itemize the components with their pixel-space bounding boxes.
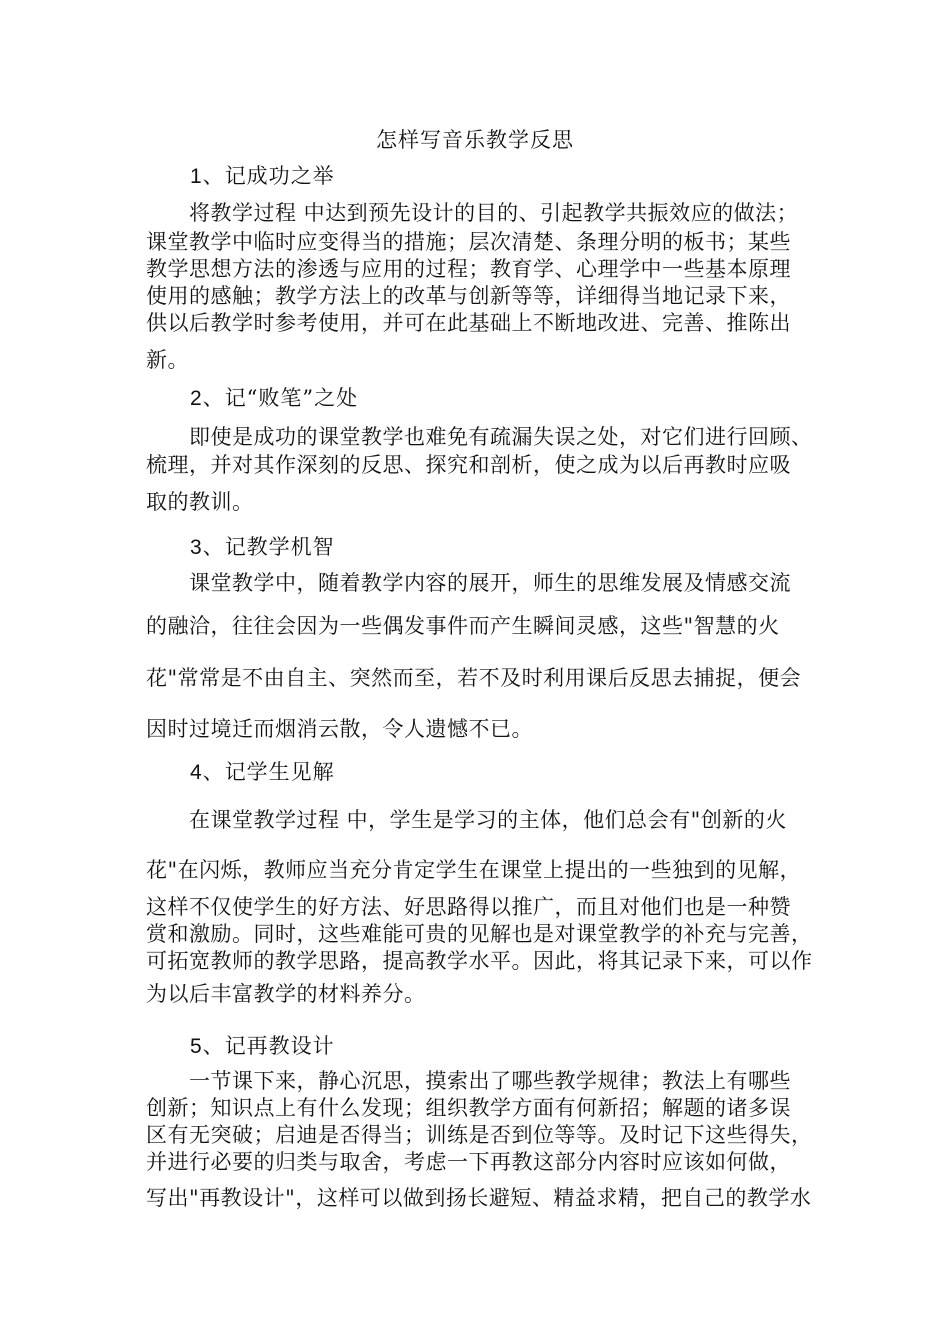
paragraph-line: 可拓宽教师的教学思路，提高教学水平。因此，将其记录下来，可以作	[146, 949, 813, 973]
section-heading-text: 记教学机智	[224, 535, 335, 559]
paragraph-line: 并进行必要的归类与取舍，考虑一下再教这部分内容时应该如何做，	[146, 1150, 791, 1174]
section-number: 3、	[190, 536, 225, 559]
section-heading-text: 记再教设计	[224, 1034, 335, 1058]
section-heading-text: 记学生见解	[224, 760, 335, 784]
paragraph-line: 的融洽，往往会因为一些偶发事件而产生瞬间灵感，这些"智慧的火	[146, 614, 780, 638]
paragraph-line: 赏和激励。同时，这些难能可贵的见解也是对课堂教学的补充与完善，	[146, 922, 813, 946]
section-number: 1、	[190, 165, 225, 188]
section-heading-3	[190, 533, 335, 562]
section-number: 2、	[190, 387, 225, 410]
paragraph-line: 使用的感触；教学方法上的改革与创新等等，详细得当地记录下来，	[146, 284, 791, 308]
paragraph-line: 在课堂教学过程 中，学生是学习的主体，他们总会有"创新的火	[146, 808, 787, 832]
section-heading-1	[190, 162, 335, 191]
section-heading-5	[190, 1032, 335, 1061]
section-paragraph-2	[146, 423, 812, 516]
section-heading-4	[190, 758, 335, 787]
section-heading-text: 记成功之举	[224, 164, 335, 188]
paragraph-line: 新。	[146, 348, 189, 372]
section-paragraph-1	[146, 198, 812, 374]
section-number: 4、	[190, 761, 225, 784]
paragraph-line: 因时过境迁而烟消云散，令人遗憾不已。	[146, 717, 533, 741]
section-paragraph-4	[146, 805, 812, 1008]
paragraph-line: 花"在闪烁，教师应当充分肯定学生在课堂上提出的一些独到的见解，	[146, 858, 802, 882]
paragraph-line: 创新；知识点上有什么发现；组织教学方面有何新招；解题的诸多误	[146, 1096, 791, 1120]
paragraph-line: 花"常常是不由自主、突然而至，若不及时利用课后反思去捕捉，便会	[146, 666, 802, 690]
paragraph-line: 区有无突破；启迪是否得当；训练是否到位等等。及时记下这些得失，	[146, 1123, 813, 1147]
section-heading-text: 记“败笔”之处	[224, 386, 359, 410]
paragraph-line: 课堂教学中，随着教学内容的展开，师生的思维发展及情感交流	[146, 571, 791, 595]
paragraph-line: 将教学过程 中达到预先设计的目的、引起教学共振效应的做法；	[146, 201, 799, 225]
paragraph-line: 一节课下来，静心沉思，摸索出了哪些教学规律；教法上有哪些	[146, 1069, 791, 1093]
paragraph-line: 写出"再教设计"，这样可以做到扬长避短、精益求精，把自己的教学水	[146, 1186, 812, 1210]
paragraph-line: 课堂教学中临时应变得当的措施；层次清楚、条理分明的板书；某些	[146, 230, 791, 254]
paragraph-line: 梳理，并对其作深刻的反思、探究和剖析，使之成为以后再教时应吸	[146, 453, 791, 477]
document-title: 怎样写音乐教学反思	[376, 128, 574, 152]
paragraph-line: 为以后丰富教学的材料养分。	[146, 982, 426, 1006]
section-number: 5、	[190, 1035, 225, 1058]
paragraph-line: 供以后教学时参考使用，并可在此基础上不断地改进、完善、推陈出	[146, 311, 791, 335]
section-paragraph-3	[146, 568, 812, 752]
section-heading-2	[190, 384, 358, 413]
paragraph-line: 教学思想方法的渗透与应用的过程；教育学、心理学中一些基本原理	[146, 257, 791, 281]
paragraph-line: 这样不仅使学生的好方法、好思路得以推广，而且对他们也是一种赞	[146, 895, 791, 919]
paragraph-line: 即使是成功的课堂教学也难免有疏漏失误之处，对它们进行回顾、	[146, 425, 813, 449]
section-paragraph-5	[146, 1068, 812, 1213]
paragraph-line: 取的教训。	[146, 490, 254, 514]
